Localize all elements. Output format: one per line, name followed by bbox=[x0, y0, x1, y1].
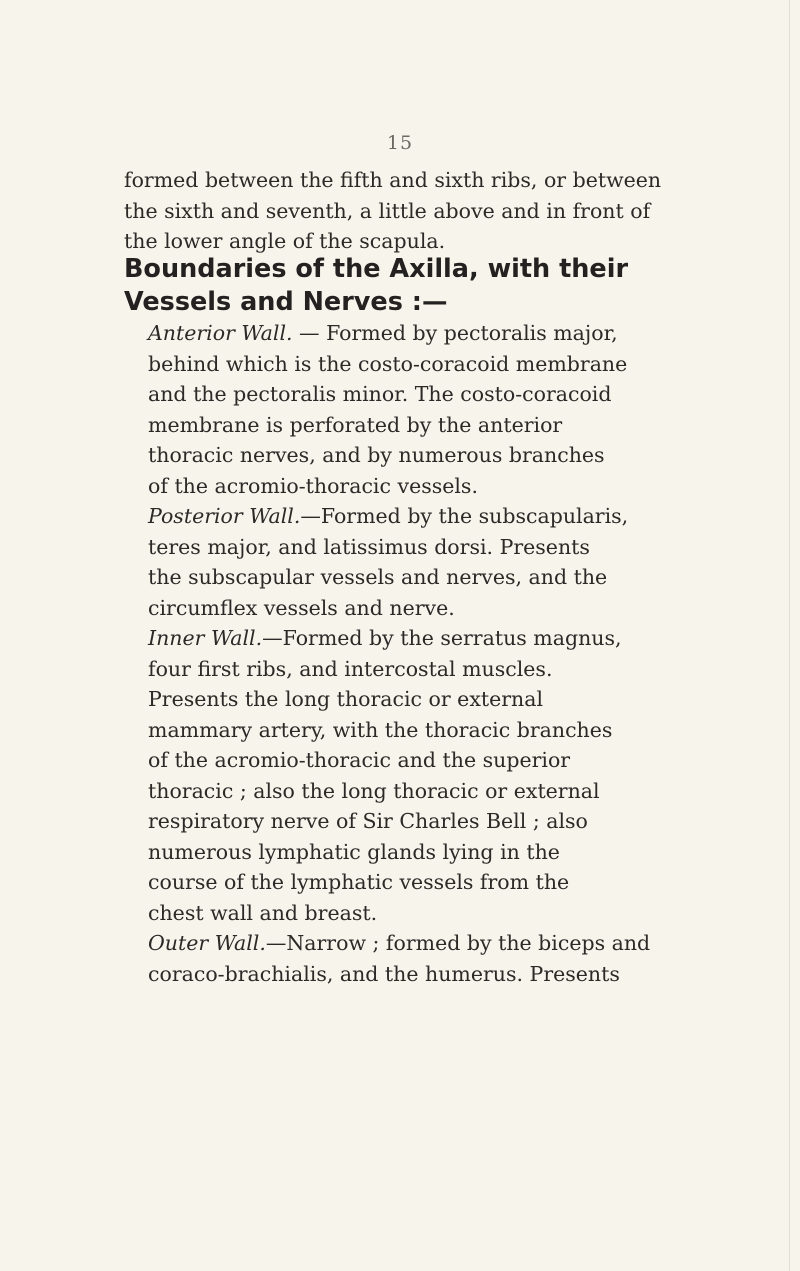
text-line: the lower angle of the scapula. bbox=[124, 229, 446, 253]
entry-term: Outer Wall. bbox=[148, 931, 266, 955]
text-line: thoracic nerves, and by numerous branches bbox=[148, 443, 605, 467]
intro-paragraph bbox=[124, 165, 684, 257]
text-line: coraco-brachialis, and the humerus. Presents bbox=[148, 961, 620, 986]
heading-line: Boundaries of the Axilla, with their bbox=[124, 254, 629, 284]
heading-line: Vessels and Nerves :— bbox=[124, 287, 448, 317]
text-line: thoracic ; also the long thoracic or external bbox=[148, 778, 600, 803]
entry-term: Posterior Wall. bbox=[148, 504, 301, 528]
entry-outer-wall bbox=[124, 928, 704, 989]
entry-anterior-wall bbox=[124, 318, 704, 501]
entry-first-text: —Formed by the subscapularis, bbox=[300, 504, 629, 528]
entry-first-line bbox=[124, 318, 704, 349]
text-line: the sixth and seventh, a little above and in front of bbox=[124, 198, 651, 223]
page-number: 15 bbox=[386, 132, 414, 154]
text-line: respiratory nerve of Sir Charles Bell ; also bbox=[148, 809, 588, 833]
text-line: membrane is perforated by the anterior bbox=[148, 412, 563, 437]
text-line: behind which is the costo-coracoid membrane bbox=[148, 351, 628, 376]
text-line: of the acromio-thoracic vessels. bbox=[148, 473, 478, 498]
entry-term: Anterior Wall. bbox=[148, 321, 293, 345]
boundary-entries bbox=[124, 318, 704, 989]
entry-posterior-wall bbox=[124, 501, 704, 623]
text-line: Presents the long thoracic or external bbox=[148, 687, 544, 711]
entry-first-line bbox=[124, 928, 704, 959]
entry-first-line bbox=[124, 623, 704, 654]
text-line: numerous lymphatic glands lying in the bbox=[148, 839, 560, 864]
section-heading bbox=[124, 253, 724, 319]
entry-inner-wall bbox=[124, 623, 704, 928]
text-line: the subscapular vessels and nerves, and the bbox=[148, 565, 608, 589]
text-line: four first ribs, and intercostal muscles. bbox=[148, 656, 553, 681]
entry-first-line bbox=[124, 501, 704, 532]
entry-term: Inner Wall. bbox=[148, 626, 263, 650]
text-line: circumflex vessels and nerve. bbox=[148, 595, 455, 620]
entry-first-text: — Formed by pectoralis major, bbox=[292, 321, 618, 345]
text-line: mammary artery, with the thoracic branches bbox=[148, 717, 613, 742]
page-edge-line bbox=[789, 0, 790, 1271]
text-line: of the acromio-thoracic and the superior bbox=[148, 748, 571, 772]
entry-first-text: —Narrow ; formed by the biceps and bbox=[265, 931, 651, 955]
text-line: formed between the fifth and sixth ribs, or between bbox=[124, 168, 662, 192]
text-line: course of the lymphatic vessels from the bbox=[148, 870, 570, 894]
entry-first-text: —Formed by the serratus magnus, bbox=[262, 626, 622, 650]
text-line: and the pectoralis minor. The costo-coracoid bbox=[148, 382, 612, 406]
text-line: chest wall and breast. bbox=[148, 900, 378, 925]
text-line: teres major, and latissimus dorsi. Presents bbox=[148, 534, 590, 559]
